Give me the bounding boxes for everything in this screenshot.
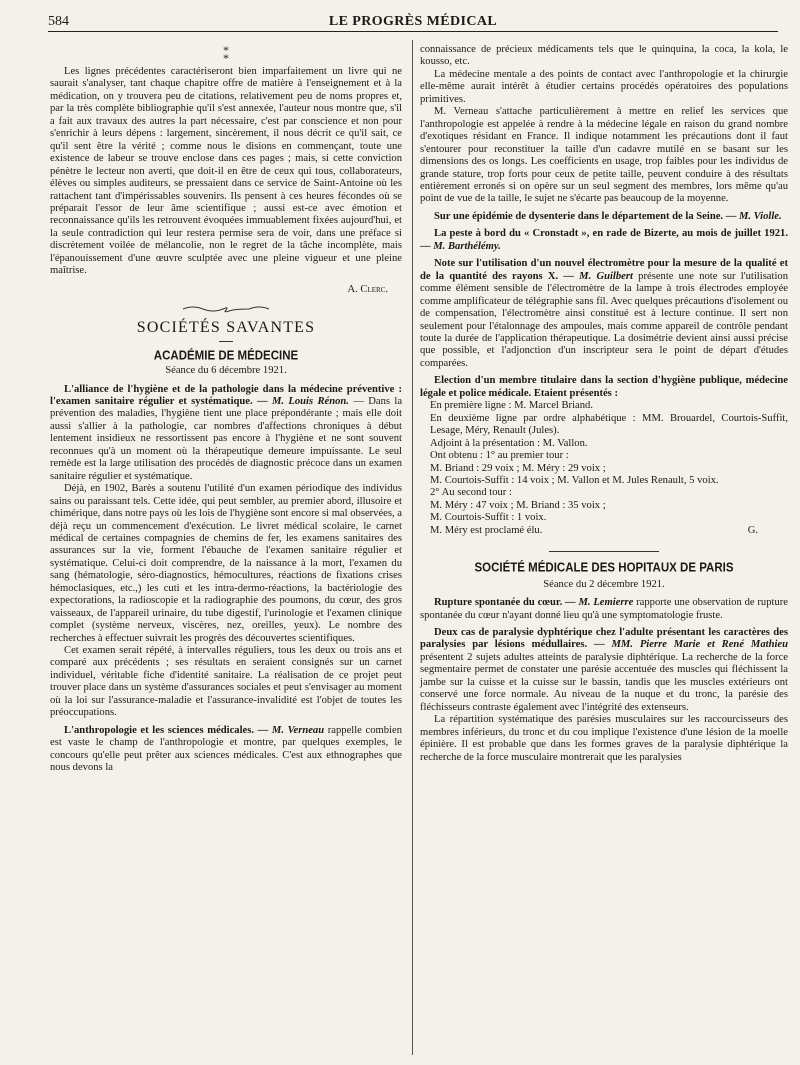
- article-body: — Dans la prévention des maladies, l'hygiène tient une place prépondérante ; mais elle doit aussi s'allier à la pathologie, car nombres d'affections chroniques à début lentement insidieux ne ressortissent pas encore à l'hygiène et ne sont souvent reconnues qu'à un moment où la thérapeutique demeure impuissante. Le seul remède est la large utilisation des procédés de diagnostic précoce dans un examen sanitaire régulier et systématique.: [50, 395, 403, 482]
- election-outcome: [420, 525, 788, 537]
- election-line: M. Méry : 47 voix ; M. Briand : 35 voix ;: [430, 499, 606, 511]
- article-author: M. Lemierre: [578, 597, 634, 609]
- author-signature: A. Clerc.: [347, 283, 388, 295]
- article-author: M. Guilbert: [579, 270, 633, 282]
- page-number: 584: [48, 14, 69, 29]
- body-paragraph: connaissance de précieux médicaments tels que le quinquina, la coca, la kola, le kousso, etc.: [420, 44, 788, 68]
- election-initial: G.: [747, 524, 758, 536]
- election-line: En première ligne : M. Marcel Briand.: [430, 400, 593, 412]
- election-final: M. Méry est proclamé élu.: [430, 524, 543, 536]
- section-stars: * *: [223, 43, 229, 65]
- article-barthelemy: [420, 228, 788, 253]
- election-results: [420, 400, 788, 537]
- article-title: L'alliance de l'hygiène et de la pathologie dans la médecine préventive : l'examen sanitaire régulier et systématique. —: [50, 383, 402, 407]
- article-title: Deux cas de paralysie dyphtérique chez l'adulte présentant les caractères des paralysies par lésions médullaires. —: [420, 627, 788, 651]
- article-body: rapporte une observation de rupture spontanée du cœur n'ayant donné lieu qu'à une symptomatologie fruste.: [420, 597, 788, 621]
- article-marie-mathieu: [420, 627, 788, 714]
- society-heading: SOCIÉTÉ MÉDICALE DES HOPITAUX DE PARIS: [474, 561, 734, 576]
- article-author: M. Louis Rénon.: [271, 395, 349, 407]
- article-author: M. Violle.: [738, 210, 782, 222]
- article-body: présente une note sur l'utilisation comme élément sensible de l'électromètre de la lampe à trois électrodes employée comme amplificateur de télégraphie sans fil. Avec quelques précautions d'isolement ou de compensation, l'électromètre ainsi constitué est à lecture continue. Il sert non seulement pour l'étalonnage des ampoules, mais comme appareil de contrôle pendant toute la durée de l'application thérapeutique. La dosimétrie devient ainsi aussi précise que possible, et l'adjonction d'un inscripteur sera le point de départ d'études comparées.: [420, 270, 788, 369]
- section-title: SOCIÉTÉS SAVANTES: [136, 319, 316, 337]
- election-line: Ont obtenu : 1° au premier tour :: [430, 450, 569, 462]
- body-paragraph: Déjà, en 1902, Barès a soutenu l'utilité d'un examen périodique des individus sains ou paraissant tels. Cette idée, qui peut sembler, au premier abord, illusoire et chimérique, dans notre pays où les lois de l'hygiène sont encore si mal observées, a déjà reçu un commencement d'exécution. Le livret médical scolaire, le carnet médical de certaines compagnies de chemins de fer, les examens sanitaires des assurances sur la vie, forment l'ébauche de l'examen sanitaire régulier et systématique. Celui-ci doit comprendre, de la naissance à la mort, l'examen du sang (hématologie, séro-diagnostics, hémocultures, réactions de fixations crises hémoclasiques, etc.,) les cuti et les intra-dermo-réactions, la bactériologie des expectorations, la radioscopie et la radiographie des poumons, du cœur, des gros vaisseaux, de l'appareil urinaire, du tube digestif, l'urinologie et l'examen clinique complet (système nerveux, viscères, nez, oreilles, yeux). Le nombre des recherches à effectuer suivrait les progrès des découvertes scientifiques.: [50, 483, 402, 644]
- article-violle: [420, 211, 788, 223]
- academy-heading: ACADÉMIE DE MÉDECINE: [153, 348, 299, 363]
- article-lemierre: [420, 597, 788, 622]
- election-heading: [420, 375, 788, 400]
- election-line: Adjoint à la présentation : M. Vallon.: [430, 437, 588, 449]
- section-separator: [549, 551, 659, 552]
- article-title: Sur une épidémie de dysenterie dans le département de la Seine. —: [434, 210, 737, 222]
- article-title: Rupture spontanée du cœur. —: [434, 597, 576, 609]
- election-line: En deuxième ligne par ordre alphabétique : MM. Brouardel, Courtois-Suffit, Lesage, Méry, Renault (Jules).: [430, 412, 788, 437]
- article-body: rappelle combien est vaste le champ de l'anthropologie et montre, par quelques exemples, le concours qu'elle peut prêter aux sciences médicales. C'est aux ethnographes que nous devons la: [50, 724, 402, 774]
- header-rule: [48, 31, 778, 32]
- article-title: Note sur l'utilisation d'un nouvel électromètre pour la mesure de la qualité et de la quantité des rayons X. —: [420, 258, 788, 282]
- body-paragraph: La répartition systématique des parésies musculaires sur les raccourcisseurs des membres inférieurs, du tronc et du cou implique l'existence d'une lésion de la moelle épinière. Il est probable que dans les formes graves de la paralysie diphtérique la recherche de la force musculaire montrerait que les paralysies: [420, 714, 788, 763]
- article-title: L'anthropologie et les sciences médicales. —: [64, 724, 269, 736]
- body-paragraph: La médecine mentale a des points de contact avec l'anthropologie et la chirurgie elle-même aurait intérêt à étudier certains procédés opératoires des populations primitives.: [420, 68, 788, 105]
- article-renon: [50, 384, 402, 484]
- article-body: présentent 2 sujets adultes atteints de paralysie diphtérique. La recherche de la force segmentaire permet de constater une parésie accentuée des muscles qui fléchissent la jambe sur la cuisse et la cuisse sur le bassin, tandis que les muscles extérieurs ont conservé une force normale. Au niveau de la nuque et du tronc, la parésie des fléchisseurs contraste également avec l'intégrité des extenseurs.: [420, 651, 788, 713]
- election-line: M. Briand : 29 voix ; M. Méry : 29 voix ;: [430, 462, 606, 474]
- running-title: LE PROGRÈS MÉDICAL: [328, 14, 498, 29]
- left-column: [50, 44, 402, 775]
- article-author: M. Verneau: [271, 724, 325, 736]
- column-divider: [412, 40, 413, 1055]
- review-paragraph: Les lignes précédentes caractériseront bien imparfaitement un livre qui ne saurait s'analyser, tant chaque chapitre offre de matière à l'enseignement et à la médication, on y trouvera peu de citations, relativement peu de noms propres et, par la très complète bibliographie qu'il s'est annexée, l'auteur nous montre que, s'il a fait aux travaux des autres la part nécessaire, c'est par conscience et non pour s'enrichir à leurs dépens : largement, sincèrement, il nous décrit ce qu'il sait, ce qu'il sent être la vérité ; comme nous le disions en commençant, toute une existence de labeur se trouve enclose dans ces pages ; mais, si cette conviction pénètre le lecteur non averti, que doit-il en être de ceux qui tous, collaborateurs, élèves ou simples auditeurs, se pressaient dans ce service de Saint-Antoine où les rattachent tant d'impérissables souvenirs. Ils pensent à ces heures fécondes où se préparait l'essor de leur âme scientifique ; aussi est-ce avec émotion et reconnaissance qu'ils les retrouvent évoquées immuablement fixées aujourd'hui, et la seule contradiction qui leur restera permise sera de voir, dans une préface si discrètement voilée de mélancolie, non le regret de la tâche incomplète, mais l'épanouissement d'une œuvre sculptée avec une pleine vigueur et une pleine maîtrise.: [50, 66, 402, 277]
- election-line: M. Courtois-Suffit : 1 voix.: [430, 512, 547, 524]
- article-title: Election d'un membre titulaire dans la section d'hygiène publique, médecine légale et police médicale. Etaient présentés :: [420, 375, 788, 399]
- page-header: [48, 8, 778, 30]
- society-session-date: Séance du 2 décembre 1921.: [543, 578, 665, 590]
- article-author: MM. Pierre Marie et René Mathieu: [611, 639, 788, 651]
- article-verneau: [50, 725, 402, 775]
- article-guilbert: [420, 258, 788, 370]
- body-paragraph: M. Verneau s'attache particulièrement à mettre en relief les services que l'anthropologie est appelée à rendre à la médecine légale en raison du grand nombre d'exotiques résidant en France. Il indique notamment les précautions dont il faut s'entourer pour reconstituer la taille d'un cadavre mutilé en se basant sur les dimensions des os longs. Les coefficients en usage, trop faibles pour les individus de grande stature, trop forts pour ceux de petite taille, peuvent conduire à des résultats entièrement erronés si on opère sur un seul segment des membres, lors même qu'au point de vue de la taille, le sujet ne s'écarte pas beaucoup de la moyenne.: [420, 106, 788, 205]
- body-paragraph: Cet examen serait répété, à intervalles réguliers, tous les deux ou trois ans et comparé aux précédents ; ses résultats en seraient consignés sur un carnet individuel, véritable fiche d'identité sanitaire. La réalisation de ce projet peut trouver place dans un système d'assurances sociales et peut s'envisager au moment où la loi sur l'assurance-maladie et l'assurance-invalidité est l'objet de toutes les préoccupations.: [50, 645, 402, 719]
- election-line: 2° Au second tour :: [430, 487, 512, 499]
- article-author: M. Barthélémy.: [433, 240, 501, 252]
- right-column: [420, 44, 788, 764]
- article-title: La peste à bord du « Cronstadt », en rade de Bizerte, au mois de juillet 1921. —: [420, 228, 788, 252]
- election-line: M. Courtois-Suffit : 14 voix ; M. Vallon et M. Jules Renault, 5 voix.: [430, 474, 719, 486]
- ornament-divider: [181, 304, 271, 314]
- academy-session-date: Séance du 6 décembre 1921.: [165, 365, 287, 377]
- section-dash: [219, 341, 233, 342]
